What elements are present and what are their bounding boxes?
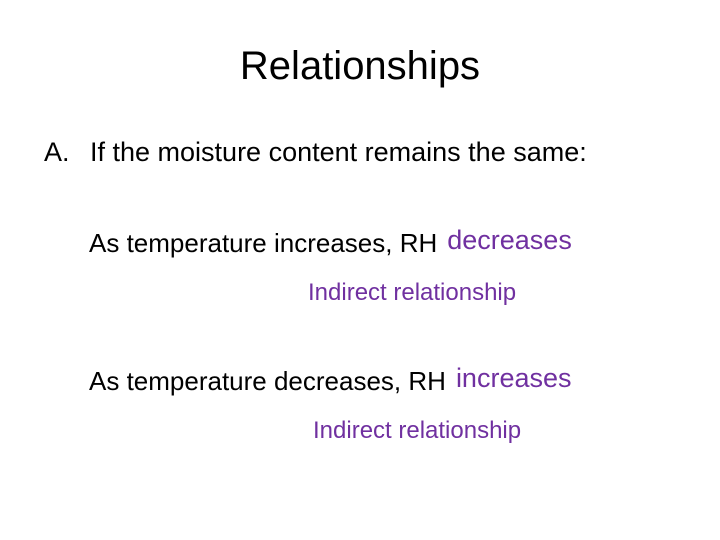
relationship-note: Indirect relationship xyxy=(308,279,517,306)
statement-temperature-increases xyxy=(89,227,572,259)
statement-text: As temperature increases, RH xyxy=(89,228,438,258)
list-marker: A. xyxy=(44,137,70,167)
condition-heading xyxy=(44,135,587,169)
statement-temperature-decreases xyxy=(89,365,572,397)
relationship-note: Indirect relationship xyxy=(313,417,522,444)
condition-text: If the moisture content remains the same: xyxy=(90,137,587,167)
rh-answer-increases: increases xyxy=(455,363,572,393)
slide-title: Relationships xyxy=(239,44,481,88)
rh-answer-decreases: decreases xyxy=(447,225,572,255)
statement-text: As temperature decreases, RH xyxy=(89,366,446,396)
